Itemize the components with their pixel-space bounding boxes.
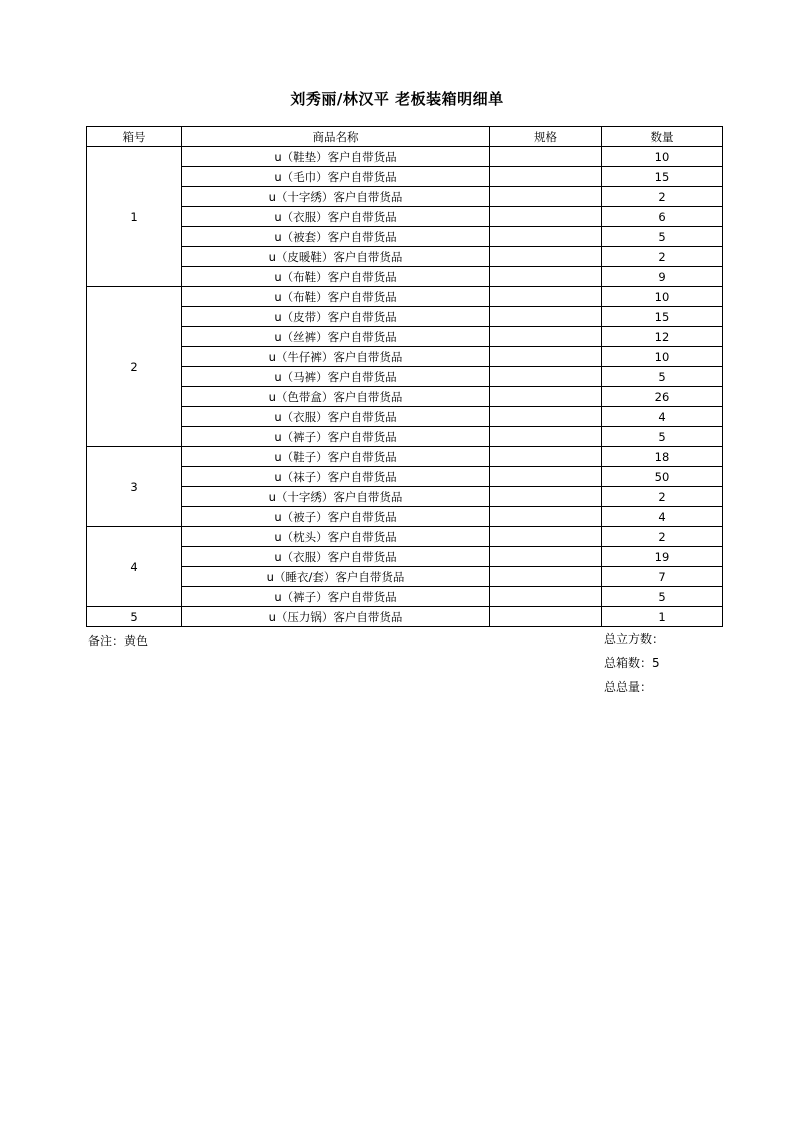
product-name-cell: u（毛巾）客户自带货品 — [182, 167, 490, 187]
total-volume-label: 总立方数： — [604, 632, 665, 646]
product-name-cell: u（裤子）客户自带货品 — [182, 587, 490, 607]
table-header-row — [87, 127, 723, 147]
table-row — [87, 547, 723, 567]
product-name-cell: u（丝裤）客户自带货品 — [182, 327, 490, 347]
table-row — [87, 447, 723, 467]
spec-cell — [490, 307, 602, 327]
product-name-cell: u（袜子）客户自带货品 — [182, 467, 490, 487]
table-row — [87, 387, 723, 407]
product-name-cell: u（马裤）客户自带货品 — [182, 367, 490, 387]
table-row — [87, 267, 723, 287]
quantity-cell: 19 — [602, 547, 723, 567]
spec-cell — [490, 267, 602, 287]
table-row — [87, 167, 723, 187]
product-name-cell: u（枕头）客户自带货品 — [182, 527, 490, 547]
box-number-cell: 4 — [87, 527, 182, 607]
table-row — [87, 187, 723, 207]
quantity-cell: 5 — [602, 427, 723, 447]
quantity-cell: 12 — [602, 327, 723, 347]
spec-cell — [490, 227, 602, 247]
table-row — [87, 207, 723, 227]
quantity-cell: 4 — [602, 507, 723, 527]
quantity-cell: 2 — [602, 187, 723, 207]
quantity-cell: 10 — [602, 147, 723, 167]
spec-cell — [490, 587, 602, 607]
product-name-cell: u（皮带）客户自带货品 — [182, 307, 490, 327]
spec-cell — [490, 287, 602, 307]
product-name-cell: u（衣服）客户自带货品 — [182, 547, 490, 567]
table-row — [87, 307, 723, 327]
product-name-cell: u（色带盒）客户自带货品 — [182, 387, 490, 407]
header-product-name: 商品名称 — [182, 127, 490, 147]
table-row — [87, 427, 723, 447]
quantity-cell: 7 — [602, 567, 723, 587]
quantity-cell: 5 — [602, 587, 723, 607]
quantity-cell: 1 — [602, 607, 723, 627]
spec-cell — [490, 547, 602, 567]
table-row — [87, 227, 723, 247]
product-name-cell: u（衣服）客户自带货品 — [182, 407, 490, 427]
table-row — [87, 567, 723, 587]
table-row — [87, 327, 723, 347]
header-quantity: 数量 — [602, 127, 723, 147]
spec-cell — [490, 507, 602, 527]
spec-cell — [490, 567, 602, 587]
table-row — [87, 407, 723, 427]
spec-cell — [490, 247, 602, 267]
spec-cell — [490, 367, 602, 387]
header-box-no: 箱号 — [87, 127, 182, 147]
box-number-cell: 5 — [87, 607, 182, 627]
table-row — [87, 587, 723, 607]
spec-cell — [490, 187, 602, 207]
quantity-cell: 2 — [602, 527, 723, 547]
quantity-cell: 10 — [602, 347, 723, 367]
product-name-cell: u（衣服）客户自带货品 — [182, 207, 490, 227]
remark-note: 备注：黄色 — [88, 634, 149, 648]
spec-cell — [490, 387, 602, 407]
spec-cell — [490, 527, 602, 547]
quantity-cell: 9 — [602, 267, 723, 287]
table-row — [87, 347, 723, 367]
quantity-cell: 15 — [602, 307, 723, 327]
spec-cell — [490, 467, 602, 487]
quantity-cell: 6 — [602, 207, 723, 227]
spec-cell — [490, 147, 602, 167]
spec-cell — [490, 327, 602, 347]
total-boxes-label: 总箱数：5 — [604, 656, 660, 670]
product-name-cell: u（压力锅）客户自带货品 — [182, 607, 490, 627]
quantity-cell: 2 — [602, 487, 723, 507]
quantity-cell: 15 — [602, 167, 723, 187]
product-name-cell: u（睡衣/套）客户自带货品 — [182, 567, 490, 587]
table-row — [87, 147, 723, 167]
product-name-cell: u（鞋垫）客户自带货品 — [182, 147, 490, 167]
quantity-cell: 2 — [602, 247, 723, 267]
product-name-cell: u（鞋子）客户自带货品 — [182, 447, 490, 467]
header-spec: 规格 — [490, 127, 602, 147]
document-title: 刘秀丽/林汉平 老板装箱明细单 — [290, 90, 504, 108]
total-quantity-label: 总总量： — [604, 680, 653, 694]
packing-list-table — [86, 126, 723, 627]
product-name-cell: u（皮暖鞋）客户自带货品 — [182, 247, 490, 267]
quantity-cell: 50 — [602, 467, 723, 487]
table-row — [87, 507, 723, 527]
quantity-cell: 5 — [602, 227, 723, 247]
product-name-cell: u（牛仔裤）客户自带货品 — [182, 347, 490, 367]
product-name-cell: u（十字绣）客户自带货品 — [182, 487, 490, 507]
spec-cell — [490, 427, 602, 447]
table-body — [87, 147, 723, 627]
product-name-cell: u（裤子）客户自带货品 — [182, 427, 490, 447]
spec-cell — [490, 347, 602, 367]
table-row — [87, 287, 723, 307]
quantity-cell: 26 — [602, 387, 723, 407]
product-name-cell: u（被子）客户自带货品 — [182, 507, 490, 527]
quantity-cell: 4 — [602, 407, 723, 427]
spec-cell — [490, 407, 602, 427]
table-row — [87, 527, 723, 547]
spec-cell — [490, 167, 602, 187]
box-number-cell: 3 — [87, 447, 182, 527]
product-name-cell: u（十字绣）客户自带货品 — [182, 187, 490, 207]
product-name-cell: u（被套）客户自带货品 — [182, 227, 490, 247]
quantity-cell: 5 — [602, 367, 723, 387]
table-row — [87, 467, 723, 487]
spec-cell — [490, 487, 602, 507]
product-name-cell: u（布鞋）客户自带货品 — [182, 287, 490, 307]
quantity-cell: 18 — [602, 447, 723, 467]
table-row — [87, 487, 723, 507]
box-number-cell: 1 — [87, 147, 182, 287]
table-row — [87, 607, 723, 627]
spec-cell — [490, 207, 602, 227]
spec-cell — [490, 607, 602, 627]
table-row — [87, 247, 723, 267]
quantity-cell: 10 — [602, 287, 723, 307]
spec-cell — [490, 447, 602, 467]
product-name-cell: u（布鞋）客户自带货品 — [182, 267, 490, 287]
box-number-cell: 2 — [87, 287, 182, 447]
table-row — [87, 367, 723, 387]
